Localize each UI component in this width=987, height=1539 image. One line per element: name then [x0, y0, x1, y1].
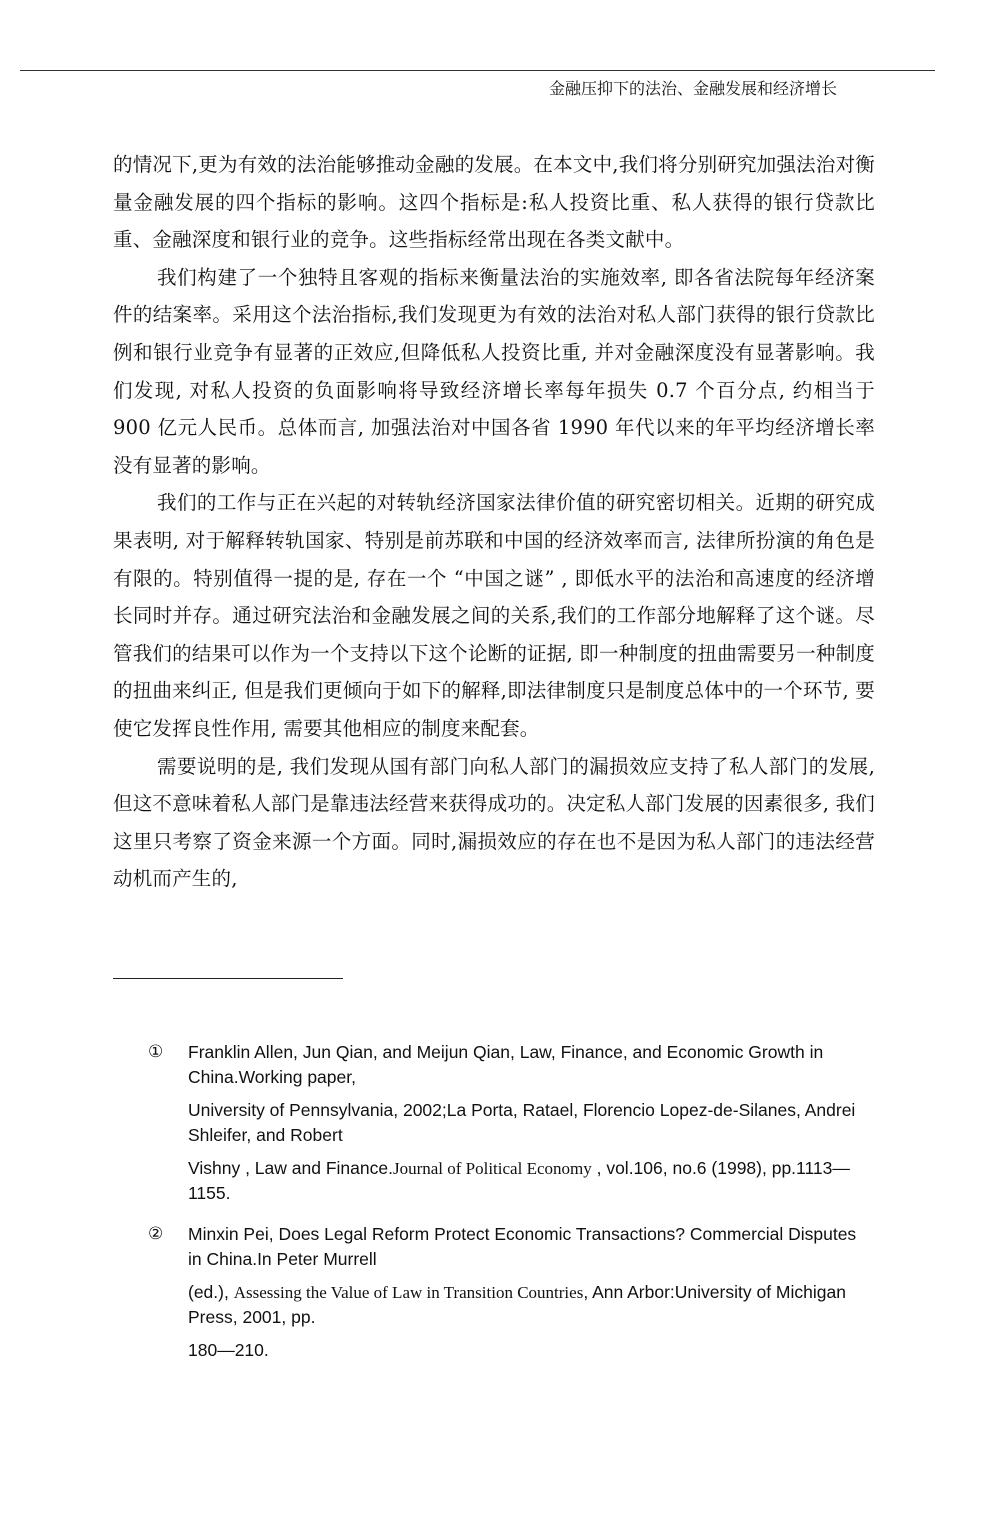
footnote-line — [188, 1280, 858, 1330]
footnote-text: Vishny , Law and Finance. — [188, 1158, 393, 1178]
footnote-2 — [148, 1222, 858, 1371]
journal-title: Journal of Political Economy — [392, 1159, 592, 1178]
paragraph-4: 需要说明的是, 我们发现从国有部门向私人部门的漏损效应支持了私人部门的发展,但这不意味着私人部门是靠违法经营来获得成功的。决定私人部门发展的因素很多, 我们这里只考察了资金来源一个方面。同时,漏损效应的存在也不是因为私人部门的违法经营动机而产生的, — [113, 754, 875, 891]
paragraph-1: 的情况下,更为有效的法治能够推动金融的发展。在本文中,我们将分别研究加强法治对衡量金融发展的四个指标的影响。这四个指标是:私人投资比重、私人获得的银行贷款比重、金融深度和银行业的竞争。这些指标经常出现在各类文献中。 — [113, 153, 875, 252]
footnote-text: , vol.106, no.6 (1998), pp.1113—1155. — [188, 1158, 850, 1203]
footnote-body — [188, 1222, 858, 1371]
body-text — [113, 146, 875, 898]
footnote-mark: ① — [148, 1042, 164, 1062]
book-title: Assessing the Value of Law in Transition Countries — [233, 1283, 584, 1302]
footnote-mark: ② — [148, 1224, 164, 1244]
footnote-1 — [148, 1040, 858, 1214]
footnote-line — [188, 1156, 858, 1206]
footnote-line: 180—210. — [188, 1340, 269, 1360]
running-title: 金融压抑下的法治、金融发展和经济增长 — [548, 79, 837, 98]
footnote-line: Franklin Allen, Jun Qian, and Meijun Qian, Law, Finance, and Economic Growth in China.Working paper, — [188, 1042, 824, 1087]
footnote-separator — [113, 978, 343, 979]
footnote-text: (ed.), — [188, 1282, 234, 1302]
header-rule — [20, 70, 935, 71]
paragraph-3: 我们的工作与正在兴起的对转轨经济国家法律价值的研究密切相关。近期的研究成果表明, 对于解释转轨国家、特别是前苏联和中国的经济效率而言, 法律所扮演的角色是有限的。特别值得一提的是, 存在一个 “中国之谜” , 即低水平的法治和高速度的经济增长同时并存。通过研究法治和金融发展之间的关系,我们的工作部分地解释了这个谜。尽管我们的结果可以作为一个支持以下这个论断的证据, 即一种制度的扭曲需要另一种制度的扭曲来纠正, 但是我们更倾向于如下的解释,即法律制度只是制度总体中的一个环节, 要使它发挥良性作用, 需要其他相应的制度来配套。 — [113, 491, 875, 740]
paragraph-2: 我们构建了一个独特且客观的指标来衡量法治的实施效率, 即各省法院每年经济案件的结案率。采用这个法治指标,我们发现更为有效的法治对私人部门获得的银行贷款比例和银行业竞争有显著的正效应,但降低私人投资比重, 并对金融深度没有显著影响。我们发现, 对私人投资的负面影响将导致经济增长率每年损失 0.7 个百分点, 约相当于 900 亿元人民币。总体而言, 加强法治对中国各省 1990 年代以来的年平均经济增长率没有显著的影响。 — [113, 265, 875, 477]
footnote-body — [188, 1040, 858, 1214]
footnote-line: University of Pennsylvania, 2002;La Porta, Ratael, Florencio Lopez-de-Silanes, Andrei Shleifer, and Robert — [188, 1100, 856, 1145]
footnotes — [148, 1040, 858, 1379]
footnote-text: , Ann Arbor:University of Michigan Press, 2001, pp. — [188, 1282, 846, 1327]
footnote-line: Minxin Pei, Does Legal Reform Protect Economic Transactions? Commercial Disputes in China.In Peter Murrell — [188, 1224, 857, 1269]
